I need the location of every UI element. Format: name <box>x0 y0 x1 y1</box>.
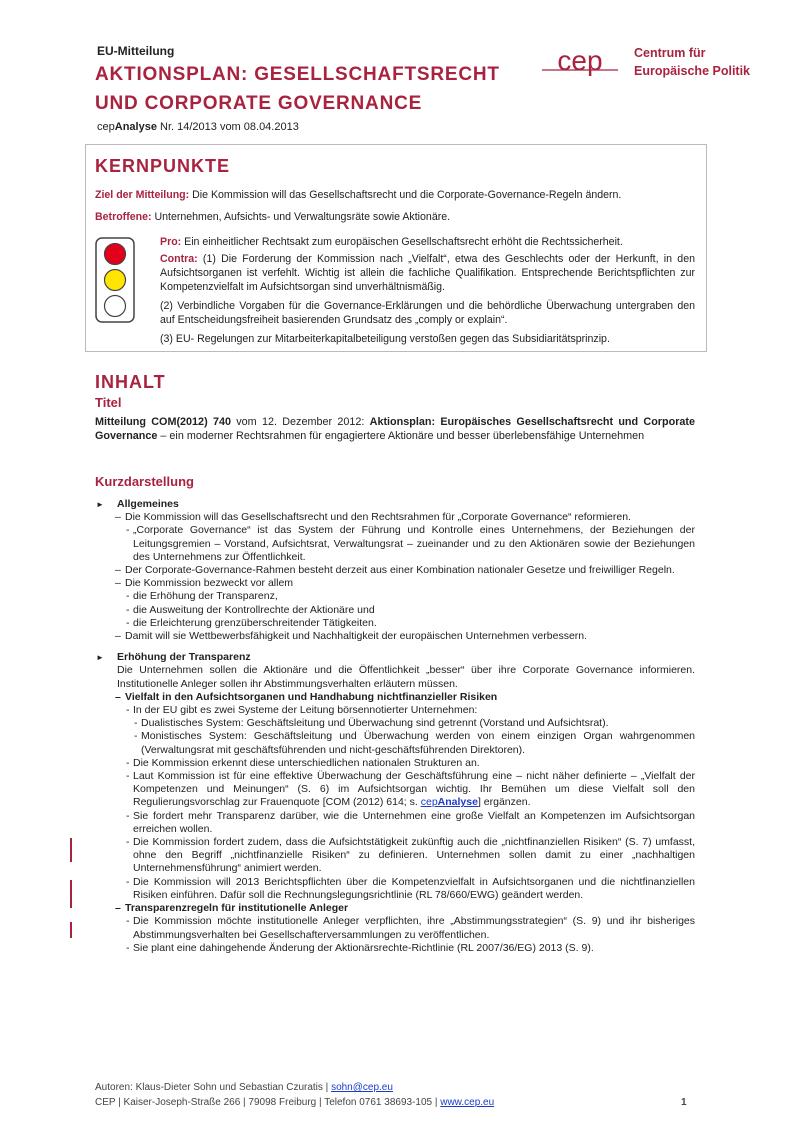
analyse-number: cepAnalyse Nr. 14/2013 vom 08.04.2013 <box>97 121 299 133</box>
margin-change-bar <box>70 880 72 908</box>
author-email-link[interactable]: sohn@cep.eu <box>331 1082 393 1093</box>
list-item: - Die Kommission erkennt diese unterschiedlichen nationalen Strukturen an. <box>95 757 695 770</box>
list-item: - Laut Kommission ist für eine effektive Überwachung der Geschäftsführung eine – nicht näher definierte – „Vielfalt der Kompetenzen und Meinungen“ (S. 6) im Aufsichtsorgan wichtig. Ihr Bemühen um diese Vielfalt soll den Regulierungsvorschlag zur Frauenquote [COM (2012) 614; s. cepAnalyse] ergänzen. <box>95 770 695 810</box>
subsection-heading-anleger: – Transparenzregeln für institutionelle Anleger <box>95 902 695 915</box>
kurzdarstellung-heading: Kurzdarstellung <box>95 474 194 489</box>
list-item: - die Erleichterung grenzüberschreitender Tätigkeiten. <box>95 617 695 630</box>
footer-authors: Autoren: Klaus-Dieter Sohn und Sebastian Czuratis | sohn@cep.eu <box>95 1082 393 1093</box>
list-item: - Die Kommission fordert zudem, dass die Aufsichtstätigkeit zukünftig auch die „nichtfinanziellen Risiken“ (S. 7) umfasst, ohne den Begriff „nichtfinanzielle Risiken“ zu definieren. Unternehmen sollen damit zu einer „nachhaltigen Unternehmensführung“ animiert werden. <box>95 836 695 876</box>
contra-point: Contra: (1) Die Forderung der Kommission nach „Vielfalt“, etwa des Geschlechts oder der Herkunft, in den Aufsichtsorganen ist verfehlt. Wichtig ist allein die fachliche Qualifikation. Entsprechende Berichtspflichten zur Kompetenzvielfalt im Aufsichtsorgan sind unverhältnismäßig. <box>160 253 695 293</box>
website-link[interactable]: www.cep.eu <box>440 1097 495 1108</box>
list-item: - Sie fordert mehr Transparenz darüber, wie die Unternehmen eine große Vielfalt an Kompetenzen im Aufsichtsorgan erreichen wollen. <box>95 810 695 836</box>
list-item: - Dualistisches System: Geschäftsleitung und Überwachung sind getrennt (Vorstand und Aufsichtsrat). <box>95 717 695 730</box>
traffic-light-icon <box>95 237 135 323</box>
titel-text: Mitteilung COM(2012) 740 vom 12. Dezember 2012: Aktionsplan: Europäisches Gesellschaftsrecht und Corporate Governance – ein moderner Rechtsrahmen für engagiertere Aktionäre und besser überlebensfähige Unternehmen <box>95 416 695 442</box>
document-title-line2: UND CORPORATE GOVERNANCE <box>95 93 423 114</box>
logo-line2: Europäische Politik <box>634 64 751 78</box>
page-number: 1 <box>681 1097 687 1108</box>
section-heading-transparenz: ► Erhöhung der Transparenz <box>95 651 695 664</box>
list-item: - die Erhöhung der Transparenz, <box>95 590 695 603</box>
contra-point-3: (3) EU- Regelungen zur Mitarbeiterkapitalbeteiligung verstoßen gegen das Subsidiaritätsprinzip. <box>160 333 610 345</box>
subsection-heading-vielfalt: – Vielfalt in den Aufsichtsorganen und Handhabung nichtfinanzieller Risiken <box>95 691 695 704</box>
contra-point-2: (2) Verbindliche Vorgaben für die Governance-Erklärungen und die behördliche Überwachung untergraben den auf Entscheidungsfreiheit basierenden Grundsatz des „comply or explain“. <box>160 300 695 326</box>
footer-address: CEP | Kaiser-Joseph-Straße 266 | 79098 Freiburg | Telefon 0761 38693-105 | www.cep.eu <box>95 1097 495 1108</box>
list-item: - Die Kommission möchte institutionelle Anleger verpflichten, ihre „Abstimmungsstrategien“ (S. 9) und ihr bisheriges Abstimmungsverhalten bei Gesellschafterversammlungen zu veröffentlichen. <box>95 915 695 941</box>
list-item: - die Ausweitung der Kontrollrechte der Aktionäre und <box>95 604 695 617</box>
section-heading-allgemeines: ► Allgemeines <box>95 498 695 511</box>
logo-line1: Centrum für <box>634 46 706 60</box>
titel-heading: Titel <box>95 395 122 410</box>
betroffene: Betroffene: Unternehmen, Aufsichts- und Verwaltungsräte sowie Aktionäre. <box>95 211 451 223</box>
list-item: – Damit will sie Wettbewerbsfähigkeit und Nachhaltigkeit der europäischen Unternehmen verbessern. <box>95 630 695 643</box>
margin-change-bar <box>70 838 72 862</box>
list-item: – Die Kommission bezweckt vor allem <box>95 577 695 590</box>
list-item: - Monistisches System: Geschäftsleitung und Überwachung werden von einem einzigen Organ wahrgenommen (Verwaltungsrat mit geschäftsführenden und nicht-geschäftsführenden Direktoren). <box>95 730 695 756</box>
document-type: EU-Mitteilung <box>97 44 175 58</box>
ziel-der-mitteilung: Ziel der Mitteilung: Die Kommission will das Gesellschaftsrecht und die Corporate-Governance-Regeln ändern. <box>95 189 622 201</box>
list-item: - Sie plant eine dahingehende Änderung der Aktionärsrechte-Richtlinie (RL 2007/36/EG) 2013 (S. 9). <box>95 942 695 955</box>
list-item: - In der EU gibt es zwei Systeme der Leitung börsennotierter Unternehmen: <box>95 704 695 717</box>
cep-logo-icon <box>540 40 620 85</box>
margin-change-bar <box>70 922 72 938</box>
inhalt-title: INHALT <box>95 372 166 392</box>
cep-analyse-link[interactable]: cepAnalyse <box>420 796 478 809</box>
list-item: - Die Kommission will 2013 Berichtspflichten über die Kompetenzvielfalt in Aufsichtsorganen und die nichtfinanziellen Risiken einführen. Dafür soll die Rechnungslegungsrichtlinie (RL 78/660/EWG) geändert werden. <box>95 876 695 902</box>
kernpunkte-title: KERNPUNKTE <box>95 156 231 176</box>
pro-point: Pro: Ein einheitlicher Rechtsakt zum europäischen Gesellschaftsrecht erhöht die Rechtssicherheit. <box>160 236 623 248</box>
list-item: – Die Kommission will das Gesellschaftsrecht und den Rechtsrahmen für „Corporate Governance“ reformieren. <box>95 511 695 524</box>
document-title-line1: AKTIONSPLAN: GESELLSCHAFTSRECHT <box>95 64 500 85</box>
logo-mark-text: cep <box>557 45 603 76</box>
kurzdarstellung-body <box>95 498 695 955</box>
list-item: - „Corporate Governance“ ist das System der Führung und Kontrolle eines Unternehmens, der Beziehungen der Leitungsgremien – Vorstand, Aufsichtsrat, Verwaltungsrat – zueinander und zu den Aktionären sowie der Beziehungen des Unternehmens zur Öffentlichkeit. <box>95 524 695 564</box>
logo-text <box>634 44 750 80</box>
list-item: – Der Corporate-Governance-Rahmen besteht derzeit aus einer Kombination nationaler Gesetze und freiwilliger Regeln. <box>95 564 695 577</box>
paragraph: Die Unternehmen sollen die Aktionäre und die Öffentlichkeit „besser“ über ihre Corporate Governance informieren. Institutionelle Anleger sollen ihr Abstimmungsverhalten erläutern müssen. <box>117 664 695 690</box>
